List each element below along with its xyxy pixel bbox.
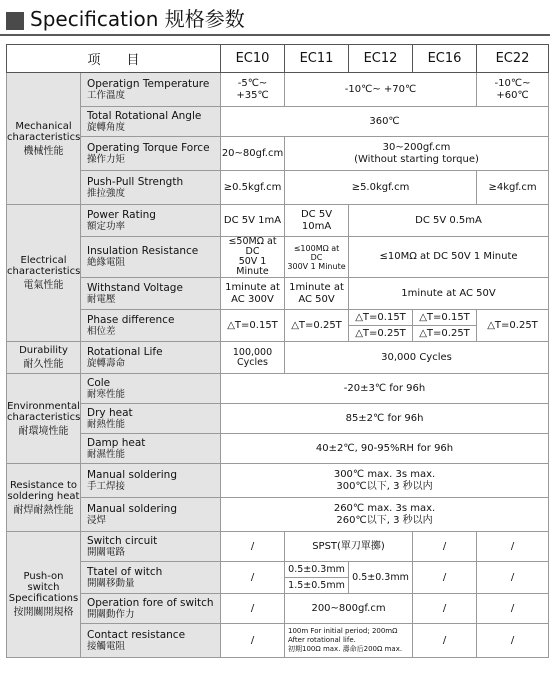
value-cell: / (221, 624, 285, 658)
value-cell (285, 237, 349, 278)
table-row (7, 237, 549, 278)
category-push-on (7, 532, 81, 658)
page-title: Specification 规格参数 (30, 7, 245, 31)
header-item: 项 目 (7, 45, 221, 73)
item-label-zh: 推拉強度 (87, 187, 126, 199)
header-ec10: EC10 (221, 45, 285, 73)
value-cell: -20±3℃ for 96h (221, 374, 549, 404)
item-label-zh: 耐寒性能 (87, 388, 126, 400)
item-label: Manual soldering (87, 502, 177, 515)
header-ec11: EC11 (285, 45, 349, 73)
value-cell: 20~80gf.cm (221, 137, 285, 171)
item-label-zh: 絶緣電阻 (87, 257, 126, 268)
value-line: AC 50V (298, 293, 335, 305)
table-row (7, 498, 549, 532)
item-label: Insulation Resistance (87, 245, 199, 257)
item-label: Cole (87, 376, 111, 389)
item-label-zh: 旋轉壽命 (87, 357, 126, 369)
item-label: Operation fore of switch (87, 596, 214, 609)
item-contact-resistance (81, 624, 221, 658)
item-label-zh: 耐熱性能 (87, 418, 126, 430)
item-manual-soldering (81, 464, 221, 498)
table-row (7, 624, 549, 658)
value-cell: / (221, 594, 285, 624)
value-cell: DC 5V 0.5mA (349, 205, 549, 237)
value-cell: / (221, 532, 285, 562)
value-cell: / (221, 562, 285, 594)
value-cell (221, 278, 285, 310)
item-label-zh: 相位差 (87, 325, 116, 337)
value-line: ≤50MΩ at DC (228, 236, 277, 257)
item-label-zh: 開關電路 (87, 546, 126, 558)
value-cell: △T=0.25T (349, 326, 413, 342)
header-ec16: EC16 (413, 45, 477, 73)
value-cell: 30,000 Cycles (285, 342, 549, 374)
table-row (7, 374, 549, 404)
value-line: 初期100Ω max. 壽命后200Ω max. (288, 645, 403, 653)
value-cell: -10℃~ +70℃ (285, 73, 477, 107)
item-label-zh: 工作溫度 (87, 89, 126, 101)
value-cell (221, 498, 549, 532)
item-label-zh: 額定功率 (87, 220, 126, 232)
value-cell: 1.5±0.5mm (285, 578, 349, 594)
value-cell: △T=0.25T (477, 310, 549, 342)
value-cell (285, 278, 349, 310)
value-cell: / (477, 562, 549, 594)
item-phase-difference (81, 310, 221, 342)
value-cell: -5℃~ +35℃ (221, 73, 285, 107)
value-cell (285, 624, 413, 658)
item-label: Operating Torque Force (87, 141, 210, 154)
item-label: Dry heat (87, 406, 133, 419)
value-cell: ≤10MΩ at DC 50V 1 Minute (349, 237, 549, 278)
section-header (0, 0, 550, 36)
value-cell: DC 5V 10mA (285, 205, 349, 237)
value-line: DC (310, 252, 323, 262)
value-cell: 100,000 Cycles (221, 342, 285, 374)
table-row (7, 434, 549, 464)
item-label: Damp heat (87, 436, 146, 449)
item-operating-temperature (81, 73, 221, 107)
category-label: Environmental (7, 400, 80, 412)
item-label: Power Rating (87, 208, 156, 221)
value-cell: 200~800gf.cm (285, 594, 413, 624)
category-label: Mechanical (15, 120, 72, 132)
category-environmental (7, 374, 81, 464)
header-ec22: EC22 (477, 45, 549, 73)
item-label-zh: 浸焊 (87, 514, 107, 526)
item-damp-heat (81, 434, 221, 464)
value-note: (Without starting torque) (354, 153, 479, 165)
category-label: switch (27, 582, 60, 593)
item-operation-force (81, 594, 221, 624)
table-row (7, 310, 549, 326)
value-cell (221, 464, 549, 498)
category-label-zh: 耐久性能 (23, 359, 64, 370)
value-cell: 85±2℃ for 96h (221, 404, 549, 434)
item-label: Withstand Voltage (87, 281, 183, 294)
item-label-zh: 手工焊接 (87, 480, 126, 492)
value-line: AC 300V (231, 293, 274, 305)
category-electrical (7, 205, 81, 342)
value-cell: 1minute at AC 50V (349, 278, 549, 310)
value-line: 260℃以下, 3 秒以内 (336, 514, 433, 526)
item-insulation (81, 237, 221, 278)
category-label: Specifications (8, 593, 79, 604)
category-label: Durability (19, 345, 68, 356)
item-torque (81, 137, 221, 171)
table-row (7, 171, 549, 205)
table-row (7, 107, 549, 137)
value-line: After rotational life. (288, 636, 356, 644)
item-label: Switch circuit (87, 534, 158, 547)
item-label: Rotational Life (87, 345, 163, 358)
item-label: Manual soldering (87, 468, 177, 481)
value-cell: 0.5±0.3mm (349, 562, 413, 594)
value-cell: 40±2℃, 90-95%RH for 96h (221, 434, 549, 464)
value-line: 300℃以下, 3 秒以内 (336, 480, 433, 492)
value-cell: SPST(單刀單擲) (285, 532, 413, 562)
header-ec12: EC12 (349, 45, 413, 73)
item-label: Ttatel of witch (87, 565, 163, 578)
value-cell: △T=0.25T (285, 310, 349, 342)
category-durability (7, 342, 81, 374)
table-row (7, 532, 549, 562)
item-push-pull (81, 171, 221, 205)
value-line: 1minute at (289, 281, 344, 293)
value-cell: DC 5V 1mA (221, 205, 285, 237)
item-label-zh: 耐電壓 (87, 293, 116, 305)
value-cell: / (477, 532, 549, 562)
item-withstand-voltage (81, 278, 221, 310)
value-cell: △T=0.25T (413, 326, 477, 342)
value-cell: 0.5±0.3mm (285, 562, 349, 578)
item-label-zh: 開關移動量 (87, 577, 135, 589)
item-rotational-life (81, 342, 221, 374)
value-cell: / (413, 624, 477, 658)
value-cell: △T=0.15T (349, 310, 413, 326)
value-cell: △T=0.15T (221, 310, 285, 342)
header-square-icon (6, 12, 24, 30)
value-line: 300℃ max. 3s max. (333, 468, 436, 480)
value-line: 100m For initial period; 200mΩ (288, 627, 398, 635)
value-line: 30~200gf.cm (382, 141, 451, 153)
value-cell: / (413, 594, 477, 624)
value-cell: ≥4kgf.cm (477, 171, 549, 205)
header-row (7, 45, 549, 73)
value-cell: / (413, 562, 477, 594)
table-row (7, 205, 549, 237)
spec-table (6, 44, 549, 658)
value-line: 260℃ max. 3s max. (333, 502, 436, 514)
value-cell (221, 237, 285, 278)
value-line: 300V 1 Minute (287, 261, 346, 271)
value-cell: 360℃ (221, 107, 549, 137)
item-label: Push-Pull Strength (87, 175, 184, 188)
item-label-zh: 旋轉角度 (87, 121, 126, 133)
category-label-zh: 電氣性能 (23, 280, 64, 291)
value-line: 1minute at (225, 281, 280, 293)
category-label-zh: 耐焊耐熱性能 (13, 504, 74, 516)
category-label: soldering heat (7, 490, 80, 502)
item-label-zh: 操作力矩 (87, 153, 126, 165)
category-mechanical (7, 73, 81, 205)
value-cell: / (477, 624, 549, 658)
item-power-rating (81, 205, 221, 237)
value-cell: / (477, 594, 549, 624)
category-label-zh: 耐環境性能 (18, 425, 69, 437)
category-label: characteristics (7, 411, 81, 423)
category-label-zh: 機械性能 (23, 145, 64, 157)
table-row (7, 464, 549, 498)
table-row (7, 137, 549, 171)
item-cold (81, 374, 221, 404)
table-row (7, 278, 549, 310)
category-label: characteristics (7, 131, 81, 143)
table-row (7, 73, 549, 107)
item-label-zh: 耐濕性能 (87, 448, 126, 460)
value-cell: / (413, 532, 477, 562)
value-cell: ≥0.5kgf.cm (221, 171, 285, 205)
item-label-zh: 接觸電阻 (87, 640, 126, 652)
item-switch-circuit (81, 532, 221, 562)
value-cell: △T=0.15T (413, 310, 477, 326)
item-rotational-angle (81, 107, 221, 137)
item-label: Phase difference (87, 313, 175, 326)
value-cell: ≥5.0kgf.cm (285, 171, 477, 205)
table-row (7, 562, 549, 578)
item-label: Contact resistance (87, 628, 186, 641)
value-line: 50V 1 Minute (236, 256, 269, 277)
item-travel (81, 562, 221, 594)
value-cell (285, 137, 549, 171)
item-dip-soldering (81, 498, 221, 532)
table-row (7, 404, 549, 434)
value-line: ≤100MΩ at (293, 243, 340, 253)
value-cell: -10℃~ +60℃ (477, 73, 549, 107)
item-label: Total Rotational Angle (87, 109, 202, 122)
table-row (7, 342, 549, 374)
category-label: Push-on (23, 571, 64, 582)
item-label: Operatign Temperature (87, 77, 210, 90)
category-label-zh: 按開關開規格 (13, 607, 74, 618)
category-label: Electrical (20, 255, 67, 266)
item-label-zh: 開關動作力 (87, 608, 135, 620)
category-label: Resistance to (9, 479, 78, 491)
item-dry-heat (81, 404, 221, 434)
category-soldering (7, 464, 81, 532)
table-row (7, 594, 549, 624)
category-label: characteristics (7, 266, 81, 277)
